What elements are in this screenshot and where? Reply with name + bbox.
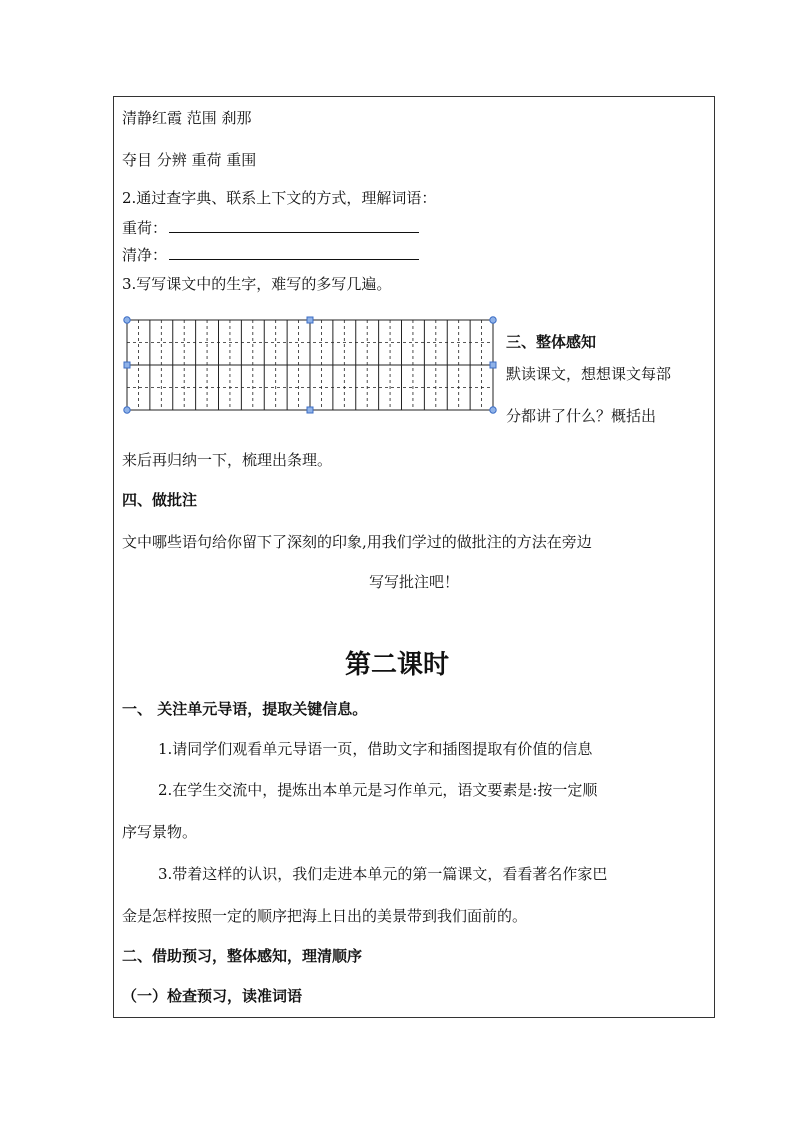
section-4-title: 四、做批注	[122, 491, 198, 509]
selection-handle[interactable]	[490, 362, 496, 368]
selection-handle[interactable]	[307, 317, 313, 323]
selection-handle[interactable]	[307, 407, 313, 413]
paragraph-2-line-2: 序写景物。	[122, 823, 198, 841]
vocab-line-2: 夺目 分辨 重荷 重围	[122, 151, 257, 169]
task-2-text: 2.通过查字典、联系上下文的方式，理解词语：	[122, 189, 437, 207]
paragraph-3-line-2: 金是怎样按照一定的顺序把海上日出的美景带到我们面前的。	[122, 907, 528, 925]
section-3-line-3: 来后再归纳一下，梳理出条理。	[122, 451, 333, 469]
part-1-title: 一、 关注单元导语，提取关键信息。	[122, 700, 368, 718]
part-2-subtitle: （一）检查预习，读准词语	[122, 987, 303, 1005]
selection-handle[interactable]	[490, 317, 496, 323]
paragraph-2-line-1: 2.在学生交流中，提炼出本单元是习作单元，语文要素是:按一定顺	[158, 781, 598, 799]
vocab-line-1: 清静红霞 范围 刹那	[122, 109, 252, 127]
paragraph-3-line-1: 3.带着这样的认识，我们走进本单元的第一篇课文，看看著名作家巴	[158, 865, 608, 883]
selection-handle[interactable]	[490, 407, 496, 413]
section-3-line-1: 默读课文，想想课文每部	[506, 365, 672, 383]
answer-blank-zhonghe[interactable]	[169, 219, 419, 233]
section-4-line-1: 文中哪些语句给你留下了深刻的印象,用我们学过的做批注的方法在旁边	[122, 533, 592, 551]
section-3-title: 三、整体感知	[506, 333, 597, 351]
paragraph-1: 1.请同学们观看单元导语一页，借助文字和插图提取有价值的信息	[158, 740, 593, 758]
selection-handle[interactable]	[124, 317, 130, 323]
lesson-2-title: 第二课时	[344, 650, 449, 680]
selection-handle[interactable]	[124, 362, 130, 368]
definition-line-qingjing	[122, 245, 419, 265]
definition-word-zhonghe: 重荷：	[122, 219, 168, 237]
definition-word-qingjing: 清净：	[122, 246, 168, 264]
section-3-line-2: 分都讲了什么？概括出	[506, 407, 657, 425]
task-3-text: 3.写写课文中的生字，难写的多写几遍。	[122, 275, 392, 293]
selection-handle[interactable]	[124, 407, 130, 413]
part-2-title: 二、借助预习，整体感知，理清顺序	[122, 947, 363, 965]
definition-line-zhonghe	[122, 218, 419, 238]
section-4-line-2: 写写批注吧！	[368, 573, 459, 591]
writing-grid[interactable]	[123, 314, 497, 416]
answer-blank-qingjing[interactable]	[169, 246, 419, 260]
